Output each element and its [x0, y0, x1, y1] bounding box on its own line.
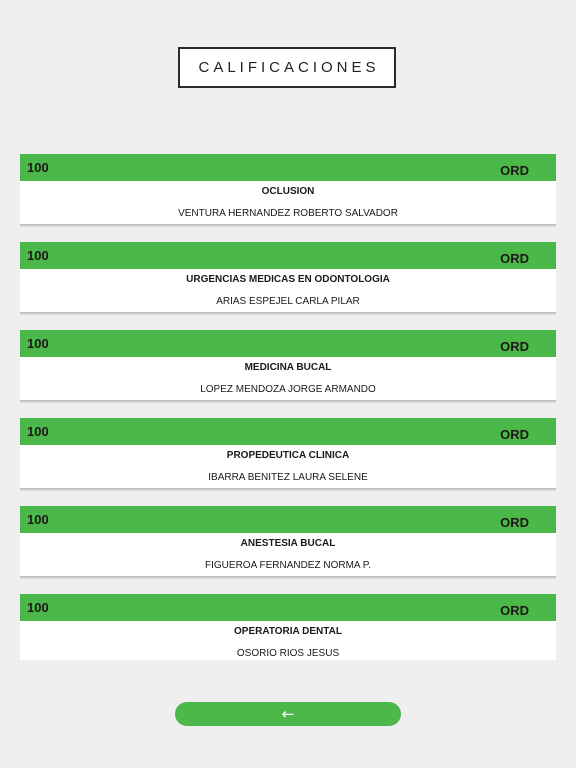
grade-value: 100: [27, 336, 49, 351]
grade-card-header: [20, 242, 556, 269]
subject-name: PROPEDEUTICA CLINICA: [226, 450, 350, 461]
grade-card[interactable]: [20, 506, 556, 576]
grade-type: ORD: [500, 251, 529, 266]
back-button[interactable]: [175, 702, 401, 726]
page-title-box: [178, 47, 396, 88]
arrow-left-icon: ←: [281, 704, 295, 723]
page-title: CALIFICACIONES: [198, 59, 380, 76]
grade-card[interactable]: [20, 330, 556, 400]
grade-type: ORD: [500, 427, 529, 442]
grade-card-header: [20, 418, 556, 445]
grade-card[interactable]: [20, 418, 556, 488]
teacher-name: LOPEZ MENDOZA JORGE ARMANDO: [200, 384, 376, 395]
grade-value: 100: [27, 600, 49, 615]
subject-name: OCLUSION: [261, 186, 315, 197]
grade-card[interactable]: [20, 154, 556, 224]
teacher-name: OSORIO RIOS JESUS: [236, 648, 340, 659]
grade-value: 100: [27, 160, 49, 175]
teacher-name: VENTURA HERNANDEZ ROBERTO SALVADOR: [178, 208, 398, 219]
grades-list[interactable]: [20, 154, 556, 660]
teacher-name: IBARRA BENITEZ LAURA SELENE: [208, 472, 368, 483]
grade-type: ORD: [500, 603, 529, 618]
grade-value: 100: [27, 424, 49, 439]
grade-card-header: [20, 154, 556, 181]
grade-card-header: [20, 330, 556, 357]
grade-value: 100: [27, 248, 49, 263]
subject-name: URGENCIAS MEDICAS EN ODONTOLOGIA: [186, 274, 390, 285]
subject-name: MEDICINA BUCAL: [244, 362, 332, 373]
grade-card[interactable]: [20, 594, 556, 660]
grade-card-header: [20, 506, 556, 533]
grade-type: ORD: [500, 515, 529, 530]
grade-card[interactable]: [20, 242, 556, 312]
grade-type: ORD: [500, 163, 529, 178]
grade-type: ORD: [500, 339, 529, 354]
subject-name: ANESTESIA BUCAL: [240, 538, 336, 549]
teacher-name: FIGUEROA FERNANDEZ NORMA P.: [205, 560, 371, 571]
grade-value: 100: [27, 512, 49, 527]
subject-name: OPERATORIA DENTAL: [234, 626, 342, 637]
teacher-name: ARIAS ESPEJEL CARLA PILAR: [216, 296, 360, 307]
grade-card-header: [20, 594, 556, 621]
